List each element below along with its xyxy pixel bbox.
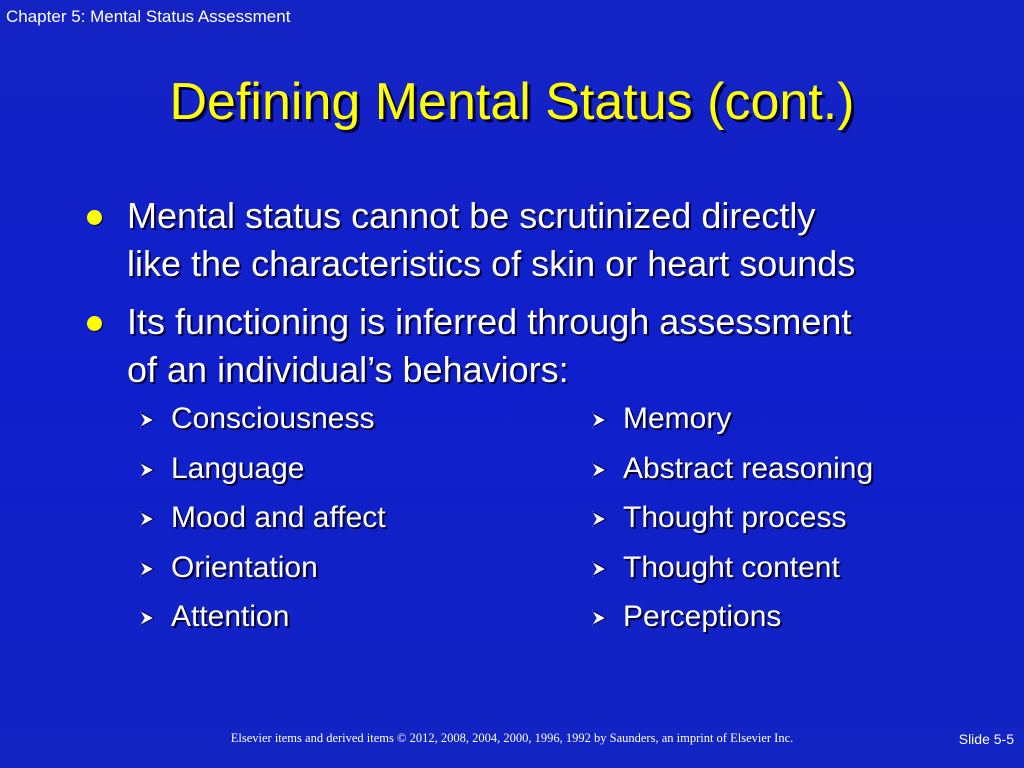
arrowhead-icon [138,510,158,528]
sub-bullet-label: Mood and affect [171,501,386,534]
bullet-line: like the characteristics of skin or heart sounds [127,243,856,284]
sub-bullet-label: Perceptions [623,600,782,633]
sub-bullet-label: Language [171,451,305,485]
arrowhead-icon [590,411,610,429]
circle-bullet-icon [87,210,102,225]
sub-bullet-item [138,596,386,646]
bullet-item [80,192,980,288]
copyright-footer: Elsevier items and derived items © 2012, 2008, 2004, 2000, 1996, 1992 by Saunders, an imprint of Elsevier Inc. [230,731,794,745]
sub-bullet-item [590,547,873,597]
arrowhead-icon [138,609,158,627]
sub-bullet-column-right [590,398,873,646]
sub-bullet-item [590,448,873,498]
slide-number: Slide 5-5 [958,731,1014,747]
sub-bullet-item [138,497,386,547]
sub-bullet-item [590,398,873,448]
sub-bullet-label: Consciousness [171,402,375,435]
arrowhead-icon [590,510,610,528]
arrowhead-icon [138,560,158,578]
sub-bullet-columns [138,398,938,658]
sub-bullet-item [138,448,386,498]
circle-bullet-icon [87,316,102,331]
bullet-item [80,298,980,394]
arrowhead-icon [590,560,610,578]
arrowhead-icon [138,461,158,479]
sub-bullet-column-left [138,398,386,646]
bullet-line: Its functioning is inferred through assessment [127,301,852,342]
sub-bullet-label: Abstract reasoning [623,451,874,485]
sub-bullet-label: Orientation [171,550,318,584]
chapter-header: Chapter 5: Mental Status Assessment [6,7,291,26]
arrowhead-icon [590,609,610,627]
slide-title: Defining Mental Status (cont.) [169,73,855,131]
sub-bullet-label: Thought content [623,550,840,584]
sub-bullet-item [590,596,873,646]
arrowhead-icon [590,461,610,479]
bullet-line: of an individual’s behaviors: [127,349,569,390]
sub-bullet-label: Memory [623,402,732,435]
sub-bullet-item [138,547,386,597]
bullet-list [80,192,980,404]
sub-bullet-item [590,497,873,547]
sub-bullet-label: Thought process [623,501,847,534]
sub-bullet-item [138,398,386,448]
sub-bullet-label: Attention [171,600,290,633]
arrowhead-icon [138,411,158,429]
bullet-line: Mental status cannot be scrutinized directly [127,195,816,236]
